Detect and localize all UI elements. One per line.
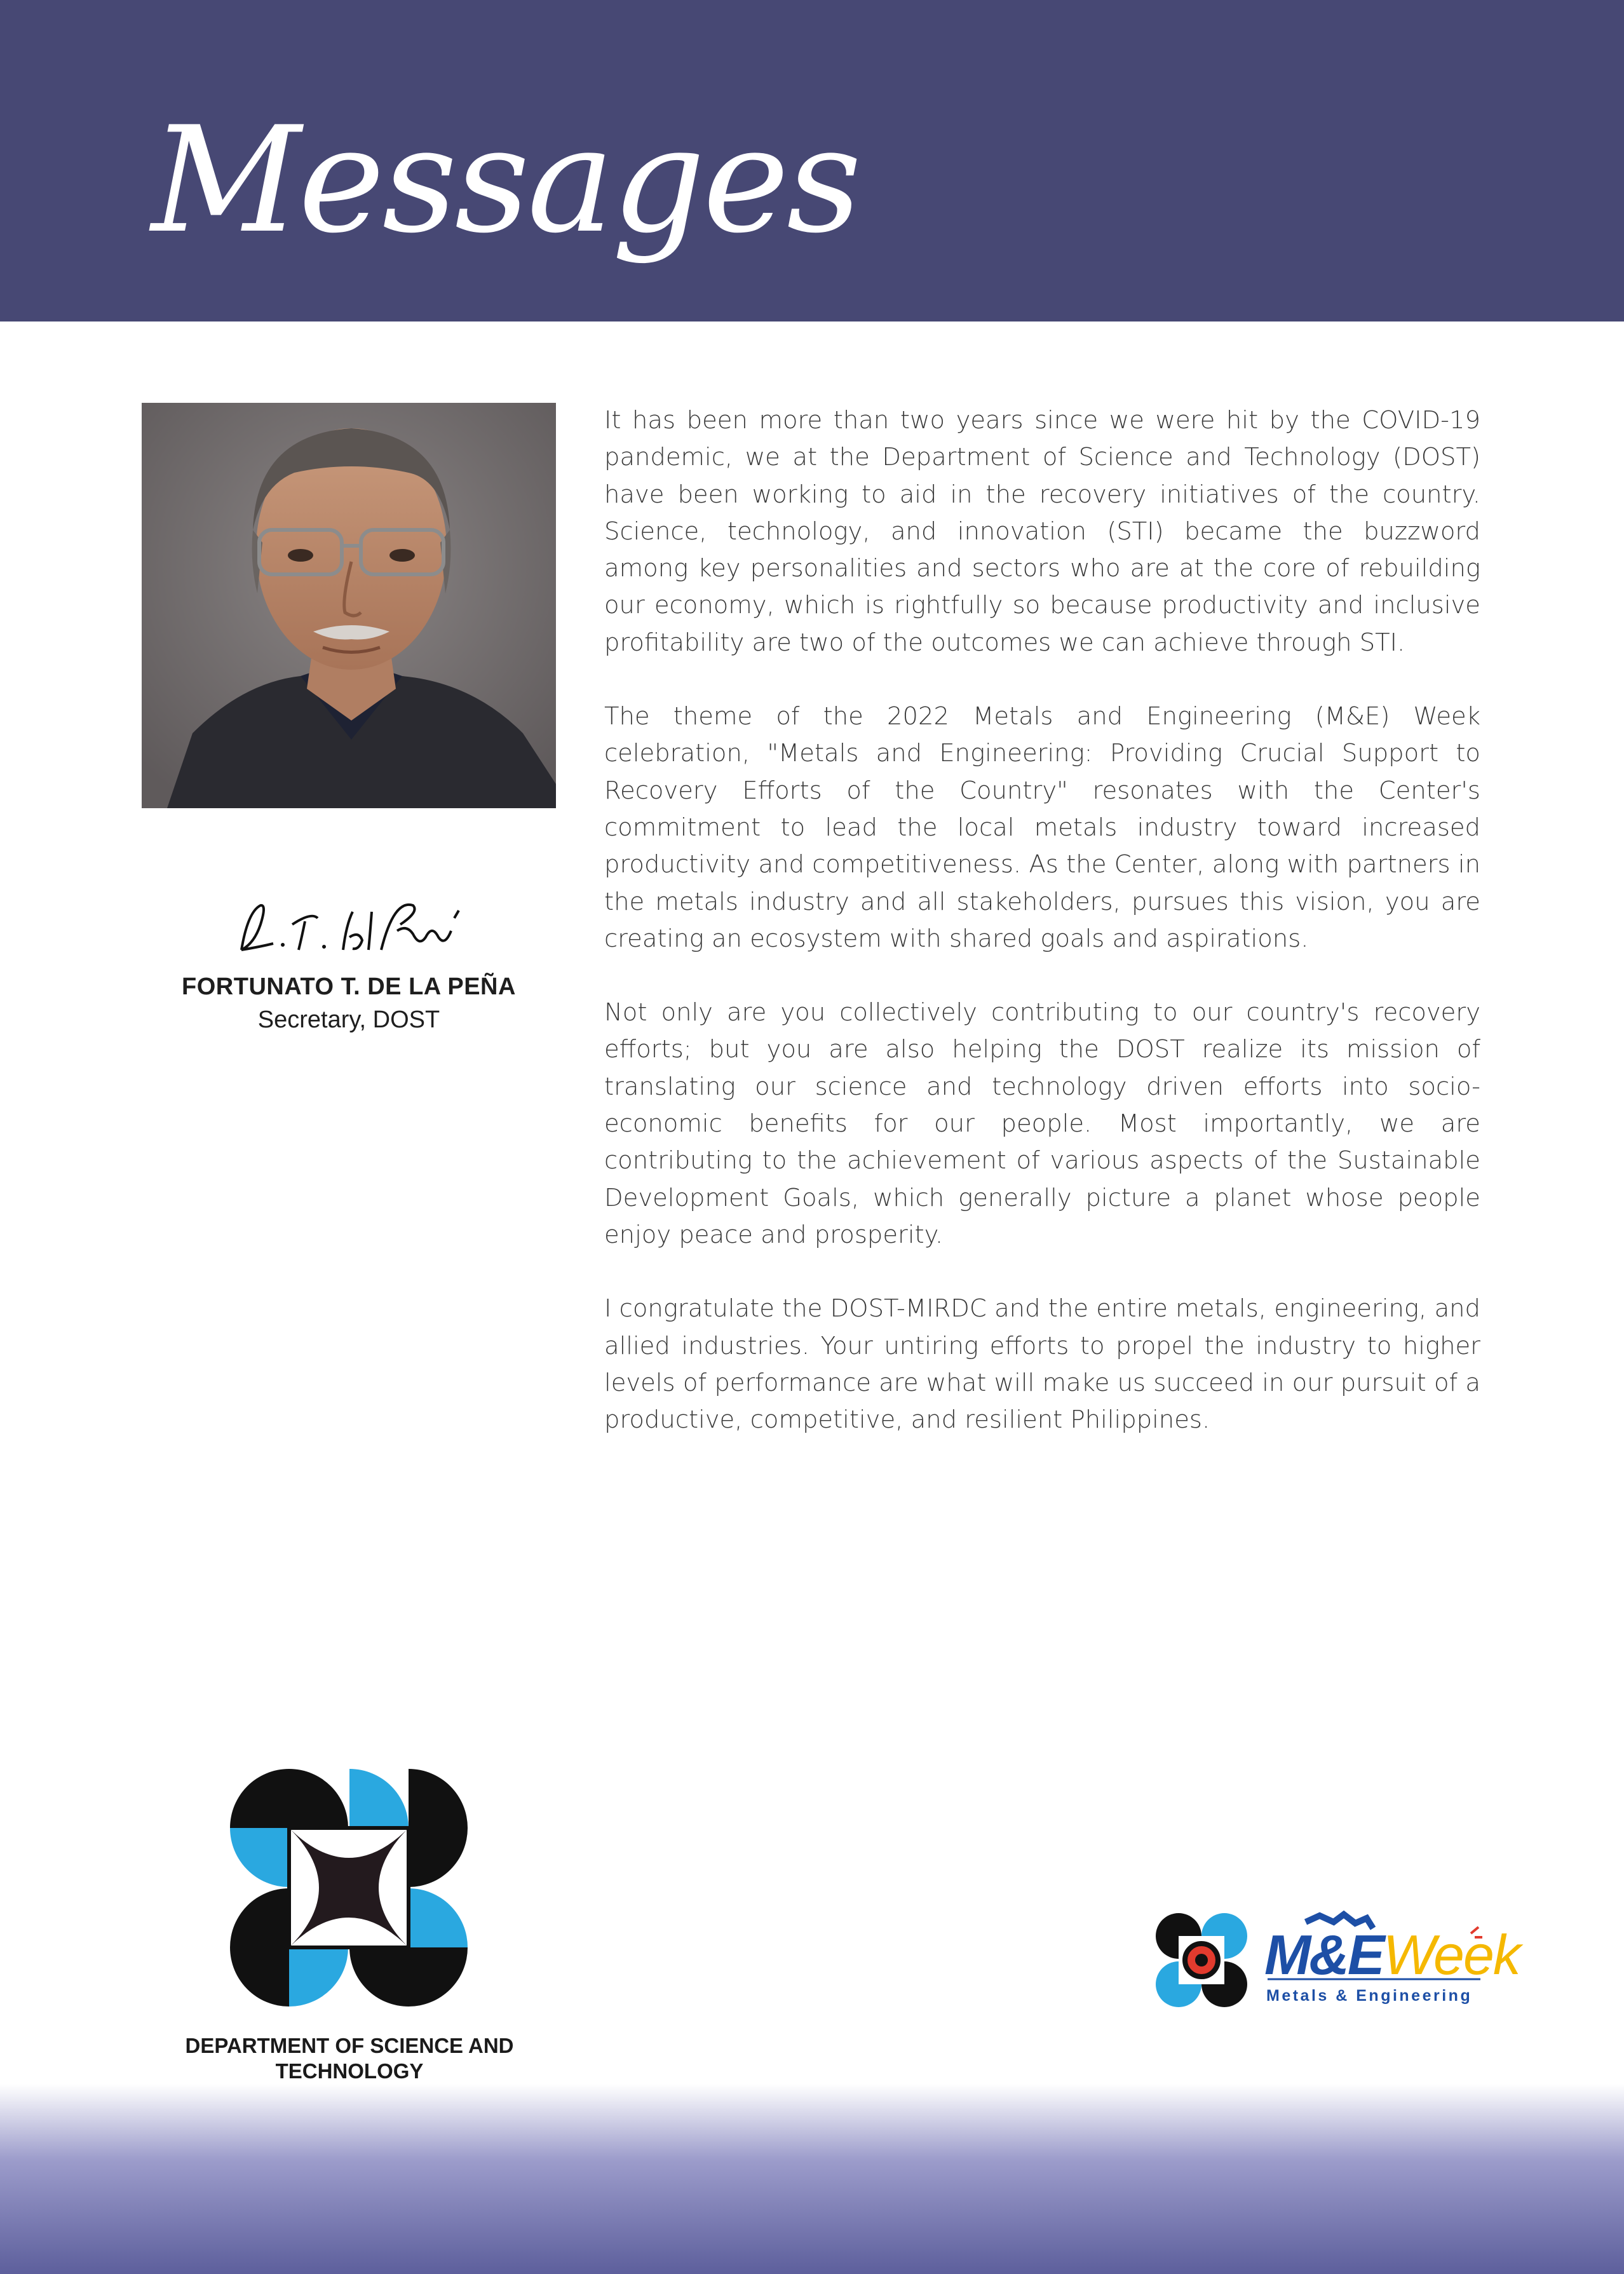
portrait-photo [142, 403, 556, 808]
dost-caption-line: TECHNOLOGY [275, 2059, 424, 2083]
me-week-subtitle: Metals & Engineering [1266, 1987, 1473, 2005]
signature [222, 886, 477, 969]
me-wordmark: M&E [1264, 1923, 1383, 1986]
message-body [604, 402, 1480, 1475]
header-band [0, 0, 1624, 321]
portrait-illustration [142, 403, 556, 808]
message-paragraph: Not only are you collectively contributing to our country's recovery efforts; but you are also helping the DOST realize its mission of translating our science and technology driven efforts into socio-economic benefits for our people. Most importantly, we are contributing to the achievement of various aspects of the Sustainable Development Goals, which generally picture a planet whose people enjoy peace and prosperity. [604, 998, 1480, 1249]
footer-band [0, 2084, 1624, 2274]
dost-caption [159, 2033, 540, 2084]
page-title: Messages [151, 96, 860, 266]
week-wordmark: Week [1383, 1923, 1520, 1986]
signature-icon [222, 886, 477, 969]
dost-caption-line: DEPARTMENT OF SCIENCE AND [185, 2034, 514, 2057]
signatory-title: Secretary, DOST [257, 1006, 440, 1033]
message-paragraph: The theme of the 2022 Metals and Engineering (M&E) Week celebration, "Metals and Engineering: Providing Crucial Support to Recovery Efforts of the Country" resonates with the Center's commitment to lead the local metals industry toward increased productivity and competitiveness. As the Center, along with partners in the metals industry and all stakeholders, pursues this vision, you are creating an ecosystem with shared goals and aspirations. [604, 702, 1480, 953]
message-paragraph: It has been more than two years since we were hit by the COVID-19 pandemic, we at the Department of Science and Technology (DOST) have been working to aid in the recovery initiatives of the country. Science, technology, and innovation (STI) became the buzzword among key personalities and sectors who are at the core of rebuilding our economy, which is rightfully so because productivity and inclusive profitability are two of the outcomes we can achieve through STI. [604, 406, 1480, 657]
me-week-wordmark [1264, 1923, 1520, 1986]
signatory-name: FORTUNATO T. DE LA PEÑA [182, 973, 516, 1000]
message-paragraph: I congratulate the DOST-MIRDC and the entire metals, engineering, and allied industries. Your untiring efforts to propel the industry to higher levels of performance are what will make us succeed in our pursuit of a productive, competitive, and resilient Philippines. [604, 1294, 1480, 1435]
dost-logo-icon [230, 1769, 468, 2007]
